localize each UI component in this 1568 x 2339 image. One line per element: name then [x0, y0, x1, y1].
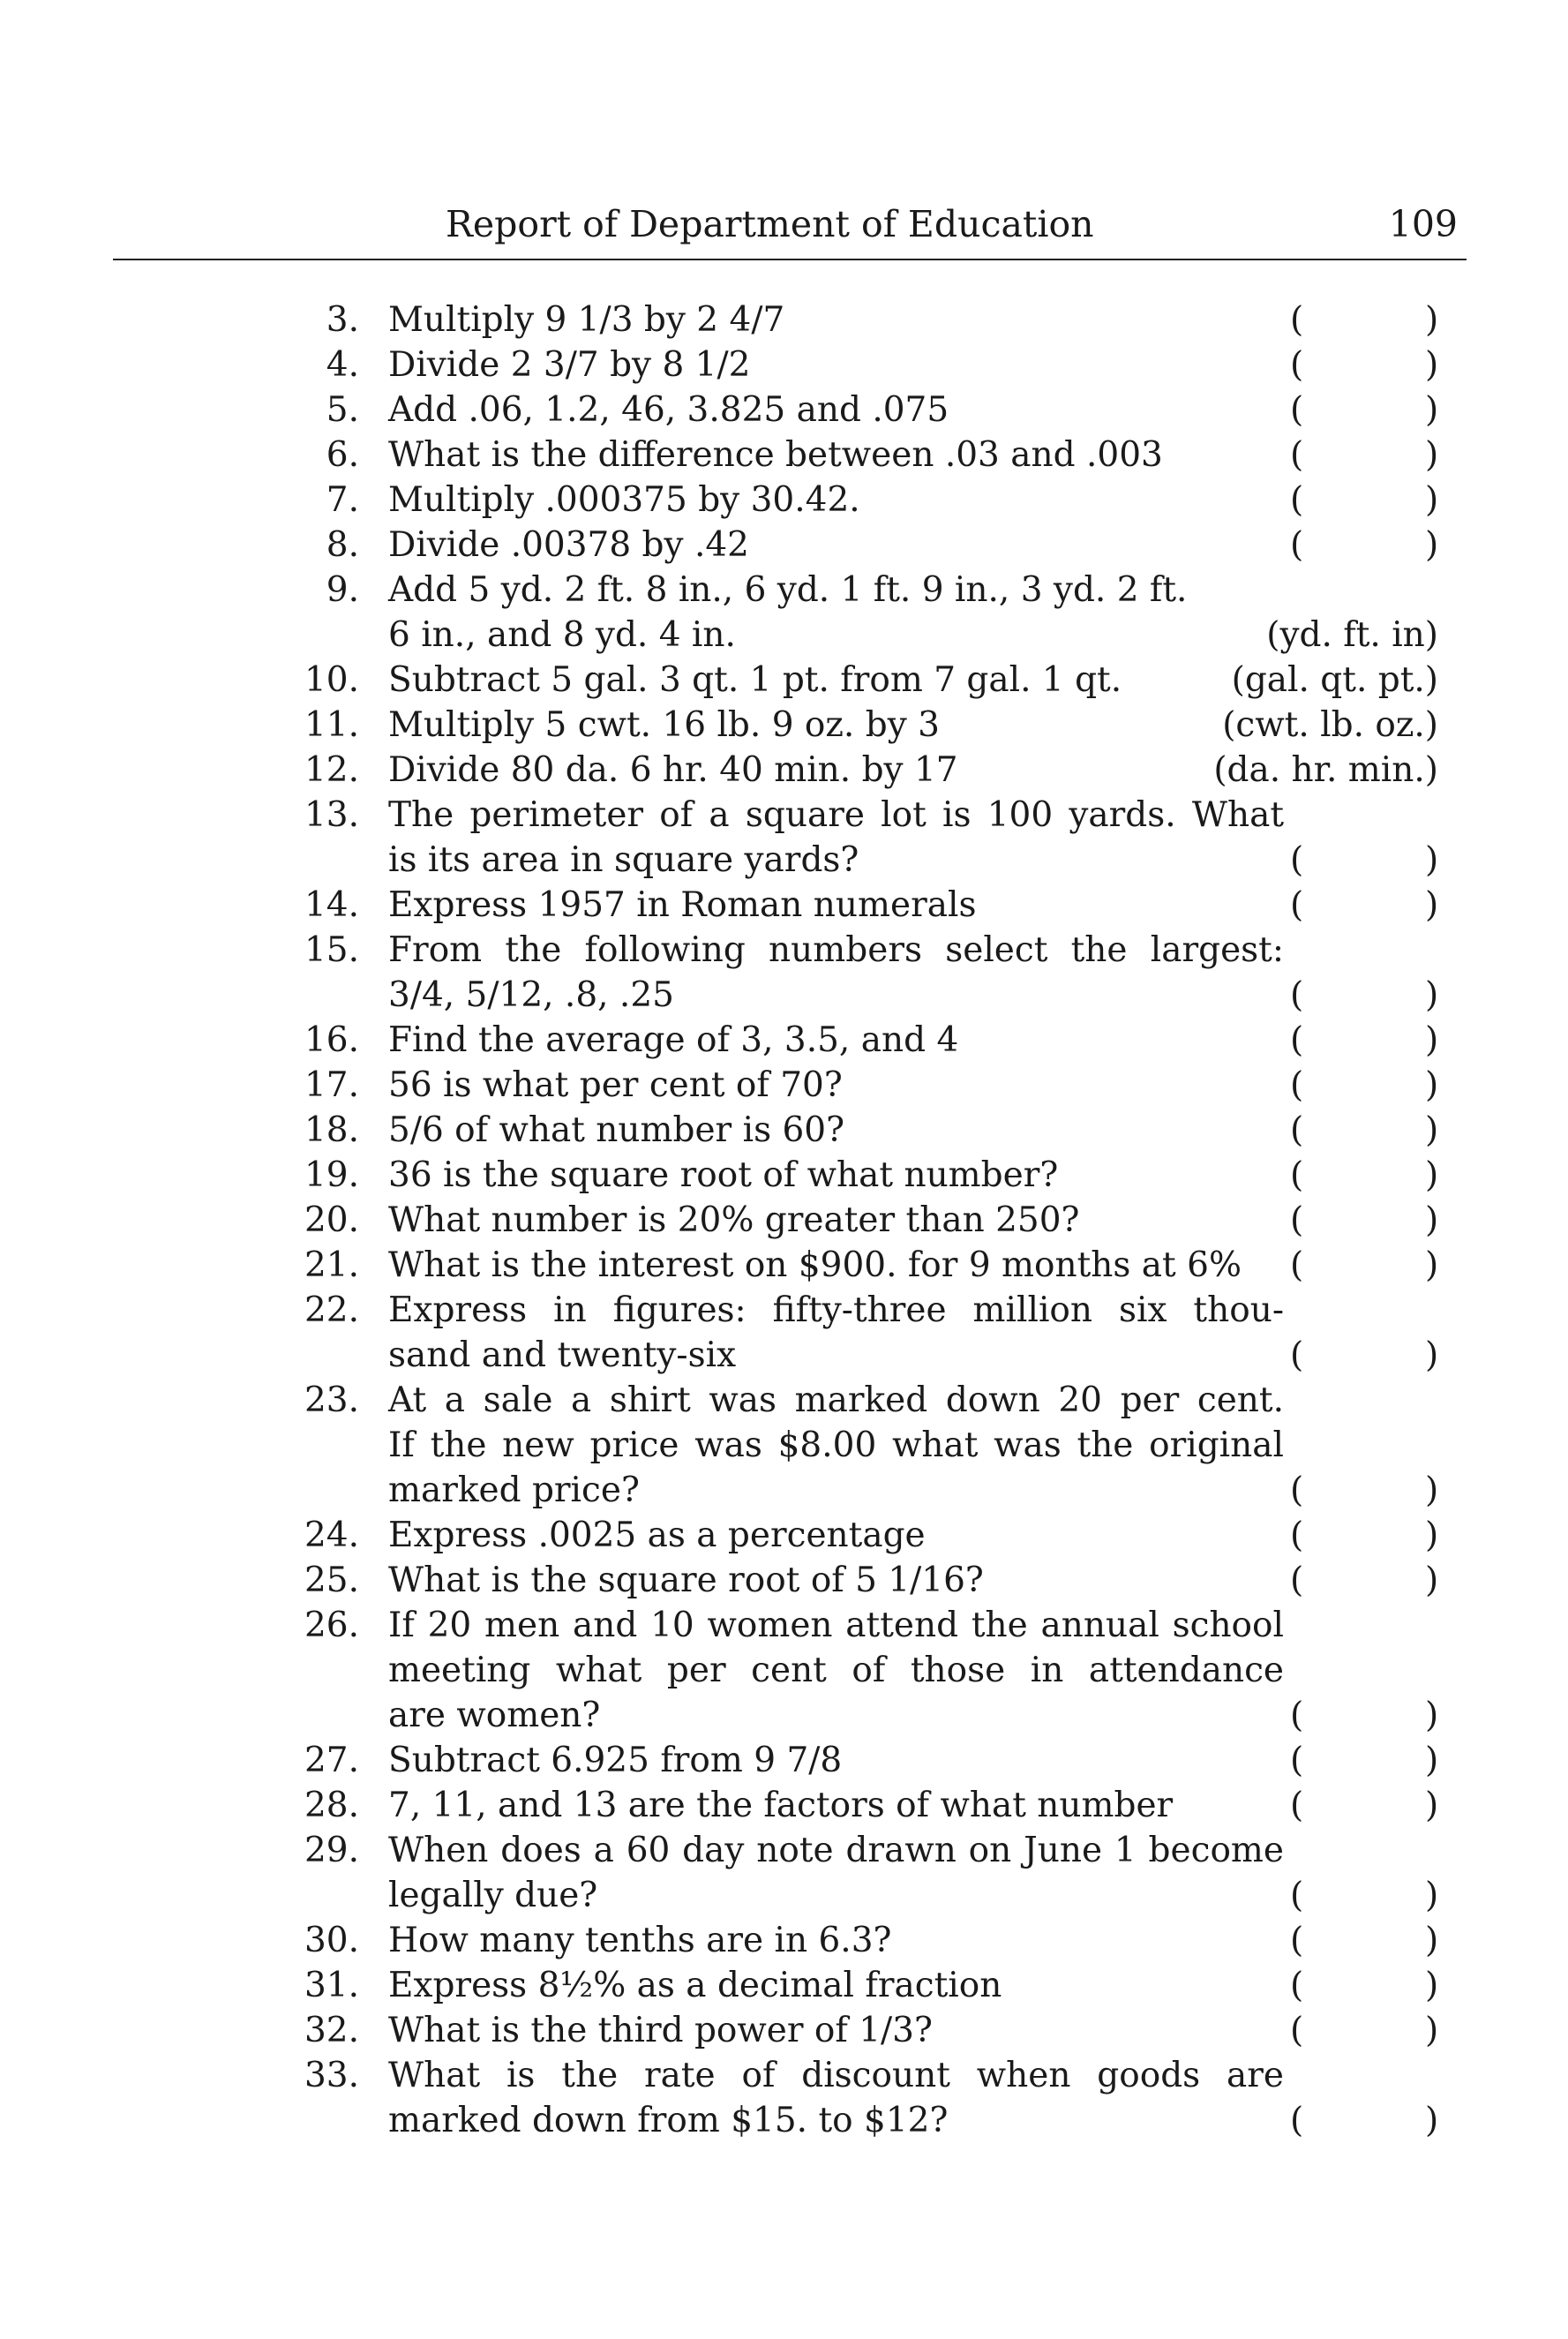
question-text: Add .06, 1.2, 46, 3.825 and .075 [388, 390, 949, 430]
answer-blank-open: ( [1290, 1515, 1304, 1555]
answer-blank-open: ( [1290, 1470, 1304, 1510]
question-text: 6 in., and 8 yd. 4 in. [388, 615, 736, 655]
answer-blank-open: ( [1290, 480, 1304, 520]
question-number: 31. [304, 1966, 359, 2005]
question-text: The perimeter of a square lot is 100 yards. What [388, 795, 1284, 835]
question-number: 33. [304, 2056, 359, 2095]
question-line [0, 1603, 1568, 1648]
question-line [0, 1198, 1568, 1243]
answer-blank-close: ) [1425, 1966, 1439, 2005]
question-number: 5. [326, 390, 359, 430]
question-text: Express 1957 in Roman numerals [388, 885, 977, 925]
answer-blank-open: ( [1290, 390, 1304, 430]
answer-blank-open: ( [1290, 300, 1304, 340]
question-line [0, 838, 1568, 883]
question-number: 4. [326, 345, 359, 385]
question-line [0, 1063, 1568, 1108]
question-line [0, 658, 1568, 703]
question-text: Divide 80 da. 6 hr. 40 min. by 17 [388, 750, 958, 790]
answer-blank-close: ) [1425, 1876, 1439, 1915]
question-number: 15. [304, 930, 359, 970]
answer-blank-open: ( [1290, 1741, 1304, 1780]
question-line [0, 1468, 1568, 1513]
question-number: 16. [304, 1020, 359, 1060]
question-number: 14. [304, 885, 359, 925]
question-item [0, 748, 1568, 793]
answer-blank-open: ( [1290, 885, 1304, 925]
answer-blank-close: ) [1425, 1155, 1439, 1195]
question-text: 3/4, 5/12, .8, .25 [388, 975, 674, 1015]
answer-blank-close: ) [1425, 1110, 1439, 1150]
question-number: 11. [304, 705, 359, 745]
answer-blank-close: ) [1425, 1515, 1439, 1555]
question-text: Multiply 9 1/3 by 2 4/7 [388, 300, 785, 340]
answer-blank-open: ( [1290, 2101, 1304, 2140]
answer-blank-close: ) [1425, 1561, 1439, 1600]
question-line [0, 1108, 1568, 1153]
question-item [0, 793, 1568, 883]
question-line [0, 1288, 1568, 1333]
question-line [0, 523, 1568, 568]
question-number: 30. [304, 1921, 359, 1960]
question-line [0, 1513, 1568, 1558]
question-number: 18. [304, 1110, 359, 1150]
question-text: What is the difference between .03 and .003 [388, 435, 1163, 475]
question-line [0, 342, 1568, 387]
question-number: 29. [304, 1831, 359, 1870]
answer-blank-open: ( [1290, 1786, 1304, 1825]
question-text: What is the interest on $900. for 9 months at 6% [388, 1245, 1242, 1285]
answer-blank-close: ) [1425, 1020, 1439, 1060]
question-text: Express .0025 as a percentage [388, 1515, 926, 1555]
answer-blank-close: ) [1425, 2101, 1439, 2140]
question-line [0, 387, 1568, 432]
question-item [0, 1918, 1568, 1963]
question-line [0, 1018, 1568, 1063]
question-line [0, 973, 1568, 1018]
question-text: Divide 2 3/7 by 8 1/2 [388, 345, 751, 385]
question-line [0, 748, 1568, 793]
question-number: 12. [304, 750, 359, 790]
question-item [0, 432, 1568, 478]
answer-blank-close: ) [1425, 1470, 1439, 1510]
question-line [0, 297, 1568, 342]
question-text: is its area in square yards? [388, 840, 859, 880]
answer-blank-close: ) [1425, 1741, 1439, 1780]
question-line [0, 1153, 1568, 1198]
answer-blank-close: ) [1425, 1065, 1439, 1105]
answer-blank-close: ) [1425, 345, 1439, 385]
question-text: Subtract 6.925 from 9 7/8 [388, 1741, 843, 1780]
question-line [0, 883, 1568, 928]
question-item [0, 568, 1568, 658]
question-number: 22. [304, 1290, 359, 1330]
question-number: 7. [326, 480, 359, 520]
question-line [0, 2098, 1568, 2143]
page-number: 109 [1388, 203, 1458, 245]
question-item [0, 1153, 1568, 1198]
question-text: 5/6 of what number is 60? [388, 1110, 845, 1150]
question-item [0, 387, 1568, 432]
question-item [0, 1963, 1568, 2008]
answer-blank-close: ) [1425, 1200, 1439, 1240]
answer-unit-label: (gal. qt. pt.) [1231, 660, 1438, 700]
question-text: Express in figures: fifty-three million six thou- [388, 1290, 1284, 1330]
answer-blank-close: ) [1425, 1245, 1439, 1285]
question-text: marked price? [388, 1470, 640, 1510]
answer-blank-close: ) [1425, 885, 1439, 925]
question-text: What is the third power of 1/3? [388, 2011, 933, 2050]
question-item [0, 2008, 1568, 2053]
question-number: 25. [304, 1561, 359, 1600]
question-text: From the following numbers select the largest: [388, 930, 1284, 970]
question-line [0, 568, 1568, 613]
question-item [0, 1783, 1568, 1828]
question-line [0, 1783, 1568, 1828]
answer-blank-open: ( [1290, 975, 1304, 1015]
answer-blank-open: ( [1290, 1921, 1304, 1960]
answer-blank-close: ) [1425, 480, 1439, 520]
answer-blank-close: ) [1425, 1696, 1439, 1735]
answer-blank-close: ) [1425, 435, 1439, 475]
answer-blank-open: ( [1290, 1876, 1304, 1915]
question-line [0, 1423, 1568, 1468]
answer-blank-open: ( [1290, 1065, 1304, 1105]
answer-blank-open: ( [1290, 1020, 1304, 1060]
question-item [0, 1198, 1568, 1243]
question-item [0, 1018, 1568, 1063]
answer-unit-label: (da. hr. min.) [1213, 750, 1438, 790]
question-item [0, 1288, 1568, 1378]
question-text: are women? [388, 1696, 601, 1735]
question-number: 26. [304, 1606, 359, 1645]
question-line [0, 1693, 1568, 1738]
answer-blank-open: ( [1290, 1335, 1304, 1375]
question-text: Find the average of 3, 3.5, and 4 [388, 1020, 959, 1060]
answer-blank-open: ( [1290, 1561, 1304, 1600]
question-text: Divide .00378 by .42 [388, 525, 749, 565]
question-number: 19. [304, 1155, 359, 1195]
question-line [0, 1333, 1568, 1378]
question-item [0, 1378, 1568, 1513]
answer-blank-close: ) [1425, 2011, 1439, 2050]
question-line [0, 1648, 1568, 1693]
question-text: When does a 60 day note drawn on June 1 become [388, 1831, 1284, 1870]
question-line [0, 2008, 1568, 2053]
question-item [0, 703, 1568, 748]
question-number: 17. [304, 1065, 359, 1105]
question-number: 21. [304, 1245, 359, 1285]
answer-blank-close: ) [1425, 975, 1439, 1015]
question-line [0, 432, 1568, 478]
question-text: Subtract 5 gal. 3 qt. 1 pt. from 7 gal. 1 qt. [388, 660, 1122, 700]
running-title: Report of Department of Education [446, 203, 1094, 245]
question-line [0, 1243, 1568, 1288]
question-line [0, 613, 1568, 658]
question-text: Multiply 5 cwt. 16 lb. 9 oz. by 3 [388, 705, 940, 745]
answer-blank-close: ) [1425, 390, 1439, 430]
question-text: marked down from $15. to $12? [388, 2101, 949, 2140]
question-text: legally due? [388, 1876, 598, 1915]
question-line [0, 1378, 1568, 1423]
question-text: If 20 men and 10 women attend the annual school [388, 1606, 1284, 1645]
question-number: 24. [304, 1515, 359, 1555]
question-line [0, 478, 1568, 523]
question-text: If the new price was $8.00 what was the original [388, 1425, 1284, 1465]
answer-blank-open: ( [1290, 1696, 1304, 1735]
question-text: Multiply .000375 by 30.42. [388, 480, 860, 520]
question-text: 7, 11, and 13 are the factors of what number [388, 1786, 1174, 1825]
question-number: 8. [326, 525, 359, 565]
question-number: 20. [304, 1200, 359, 1240]
answer-blank-open: ( [1290, 525, 1304, 565]
question-line [0, 1558, 1568, 1603]
question-item [0, 1558, 1568, 1603]
question-number: 9. [326, 570, 359, 610]
question-number: 6. [326, 435, 359, 475]
question-line [0, 2053, 1568, 2098]
question-item [0, 1513, 1568, 1558]
question-line [0, 1963, 1568, 2008]
question-item [0, 297, 1568, 342]
question-line [0, 928, 1568, 973]
answer-blank-open: ( [1290, 1155, 1304, 1195]
question-text: What is the square root of 5 1/16? [388, 1561, 984, 1600]
question-text: At a sale a shirt was marked down 20 per cent. [388, 1380, 1284, 1420]
answer-blank-close: ) [1425, 525, 1439, 565]
question-item [0, 1108, 1568, 1153]
question-number: 27. [304, 1741, 359, 1780]
answer-blank-open: ( [1290, 1200, 1304, 1240]
answer-blank-close: ) [1425, 1335, 1439, 1375]
question-list [0, 297, 1568, 2143]
question-item [0, 1603, 1568, 1738]
question-number: 13. [304, 795, 359, 835]
question-item [0, 1063, 1568, 1108]
question-number: 3. [326, 300, 359, 340]
question-line [0, 1828, 1568, 1873]
question-item [0, 658, 1568, 703]
question-text: meeting what per cent of those in attendance [388, 1651, 1284, 1690]
answer-blank-close: ) [1425, 1921, 1439, 1960]
answer-blank-close: ) [1425, 300, 1439, 340]
question-text: Express 8½% as a decimal fraction [388, 1966, 1002, 2005]
answer-blank-open: ( [1290, 2011, 1304, 2050]
question-line [0, 703, 1568, 748]
question-item [0, 1243, 1568, 1288]
answer-blank-open: ( [1290, 1245, 1304, 1285]
question-text: 36 is the square root of what number? [388, 1155, 1059, 1195]
question-item [0, 523, 1568, 568]
question-item [0, 1738, 1568, 1783]
answer-blank-close: ) [1425, 1786, 1439, 1825]
question-number: 32. [304, 2011, 359, 2050]
question-item [0, 478, 1568, 523]
question-line [0, 1738, 1568, 1783]
answer-blank-open: ( [1290, 1110, 1304, 1150]
question-number: 28. [304, 1786, 359, 1825]
answer-blank-close: ) [1425, 840, 1439, 880]
question-text: sand and twenty-six [388, 1335, 737, 1375]
question-line [0, 1918, 1568, 1963]
question-number: 10. [304, 660, 359, 700]
question-text: 56 is what per cent of 70? [388, 1065, 843, 1105]
question-number: 23. [304, 1380, 359, 1420]
question-item [0, 883, 1568, 928]
question-item [0, 1828, 1568, 1918]
answer-blank-open: ( [1290, 840, 1304, 880]
page-header [0, 198, 1568, 251]
answer-blank-open: ( [1290, 1966, 1304, 2005]
question-text: How many tenths are in 6.3? [388, 1921, 892, 1960]
answer-blank-open: ( [1290, 435, 1304, 475]
answer-unit-label: (yd. ft. in) [1266, 615, 1438, 655]
question-line [0, 1873, 1568, 1918]
question-text: Add 5 yd. 2 ft. 8 in., 6 yd. 1 ft. 9 in., 3 yd. 2 ft. [388, 570, 1188, 610]
question-text: What number is 20% greater than 250? [388, 1200, 1080, 1240]
question-text: What is the rate of discount when goods are [388, 2056, 1284, 2095]
question-item [0, 928, 1568, 1018]
question-item [0, 2053, 1568, 2143]
question-line [0, 793, 1568, 838]
answer-unit-label: (cwt. lb. oz.) [1222, 705, 1438, 745]
header-rule [113, 259, 1467, 260]
question-item [0, 342, 1568, 387]
answer-blank-open: ( [1290, 345, 1304, 385]
